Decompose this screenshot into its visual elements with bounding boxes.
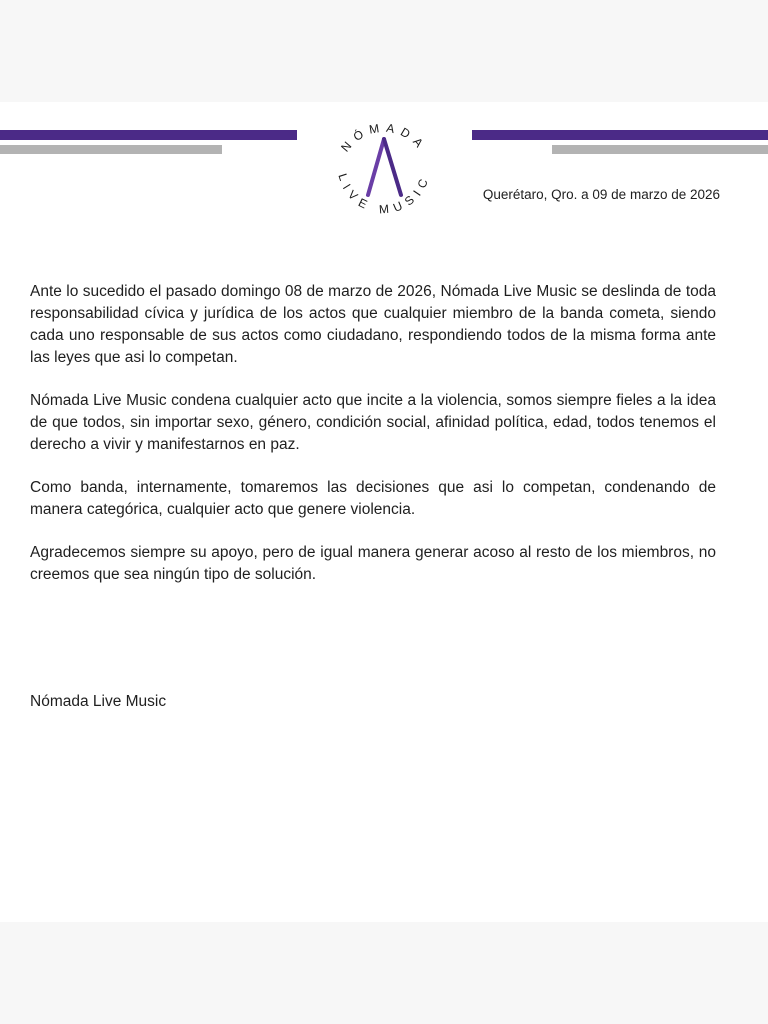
paragraph: Nómada Live Music condena cualquier acto que incite a la violencia, somos siempre fieles a la idea de que todos, sin importar sexo, género, condición social, afinidad política, edad, todos tenemos el derecho a vivir y manifestarnos en paz. — [30, 392, 716, 453]
paragraph: Ante lo sucedido el pasado domingo 08 de marzo de 2026, Nómada Live Music se deslinda de toda responsabilidad cívica y jurídica de los actos que cualquier miembro de la banda cometa, siendo cada uno responsable de sus actos como ciudadano, respondiendo todos de la misma forma ante las leyes que asi lo competan. — [30, 283, 716, 366]
letter-date: Querétaro, Qro. a 09 de marzo de 2026 — [482, 187, 720, 202]
letter-body — [30, 281, 716, 607]
svg-text:LIVE MUSIC — [335, 172, 432, 217]
logo-text-bottom: LIVE MUSIC — [335, 171, 433, 217]
header-bar-purple-right — [472, 130, 768, 140]
lambda-logo-icon — [368, 139, 401, 195]
paragraph: Agradecemos siempre su apoyo, pero de igual manera generar acoso al resto de los miembros, no creemos que sea ningún tipo de solución. — [30, 544, 716, 583]
signature: Nómada Live Music — [30, 693, 167, 710]
paragraph: Como banda, internamente, tomaremos las decisiones que asi lo competan, condenando de manera categórica, cualquier acto que genere violencia. — [30, 479, 716, 518]
nomada-logo — [321, 107, 447, 233]
header-bar-gray-left — [0, 145, 222, 154]
logo-text-top: NÓMADA — [338, 120, 430, 155]
header-bar-purple-left — [0, 130, 297, 140]
header-bar-gray-right — [552, 145, 768, 154]
letter-page — [0, 102, 768, 922]
